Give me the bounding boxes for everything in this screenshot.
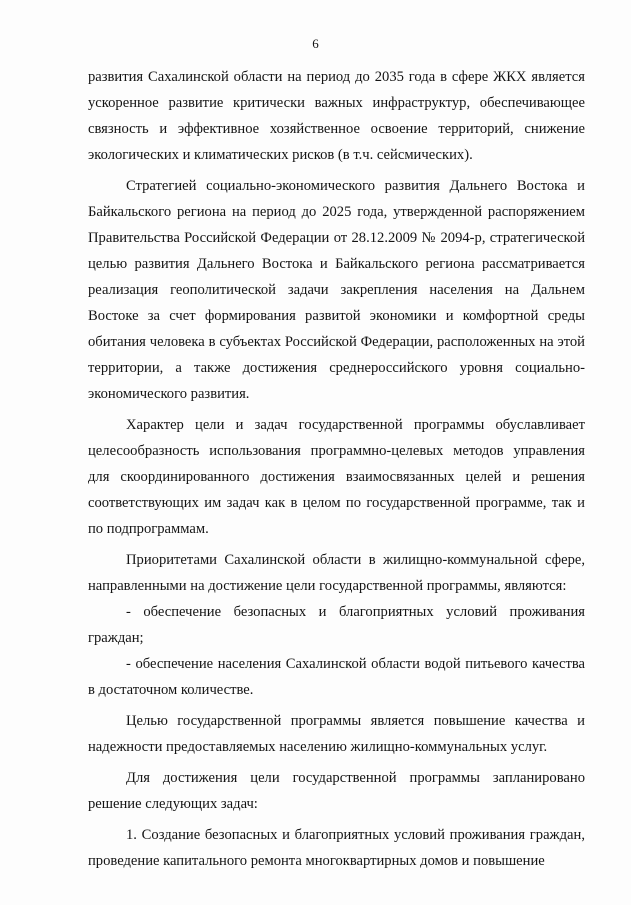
paragraph-strategy: Стратегией социально-экономического развития Дальнего Востока и Байкальского региона на период до 2025 года, утвержденной распоряжением Правительства Российской Федерации от 28.12.2009 № 2094-р, стратегической целью развития Дальнего Востока и Байкальского региона рассматривается реализация геополитической задачи закрепления населения на Дальнем Востоке за счет формирования развитой экономики и комфортной среды обитания человека в субъектах Российской Федерации, расположенных на этой территории, а также достижения среднероссийского уровня социально-экономического развития.: [88, 178, 585, 402]
paragraph-tasks-intro: Для достижения цели государственной программы запланировано решение следующих задач:: [88, 770, 585, 812]
list-item-safe-conditions: - обеспечение безопасных и благоприятных условий проживания граждан;: [88, 604, 585, 646]
document-body: [88, 64, 585, 874]
paragraph-priorities: Приоритетами Сахалинской области в жилищно-коммунальной сфере, направленными на достижение цели государственной программы, являются:: [88, 552, 585, 594]
page-number: 6: [312, 36, 319, 51]
paragraph-program-goal: Целью государственной программы является повышение качества и надежности предоставляемых населению жилищно-коммунальных услуг.: [88, 713, 585, 755]
list-item-drinking-water: - обеспечение населения Сахалинской области водой питьевого качества в достаточном количестве.: [88, 656, 585, 698]
paragraph-task-1: 1. Создание безопасных и благоприятных условий проживания граждан, проведение капитального ремонта многоквартирных домов и повышение: [88, 827, 585, 869]
paragraph-program-character: Характер цели и задач государственной программы обуславливает целесообразность использования программно-целевых методов управления для скоординированного достижения взаимосвязанных целей и решения соответствующих им задач как в целом по государственной программе, так и по подпрограммам.: [88, 417, 585, 537]
paragraph-continuation: развития Сахалинской области на период до 2035 года в сфере ЖКХ является ускоренное развитие критически важных инфраструктур, обеспечивающее связность и эффективное хозяйственное освоение территорий, снижение экологических и климатических рисков (в т.ч. сейсмических).: [88, 69, 585, 163]
